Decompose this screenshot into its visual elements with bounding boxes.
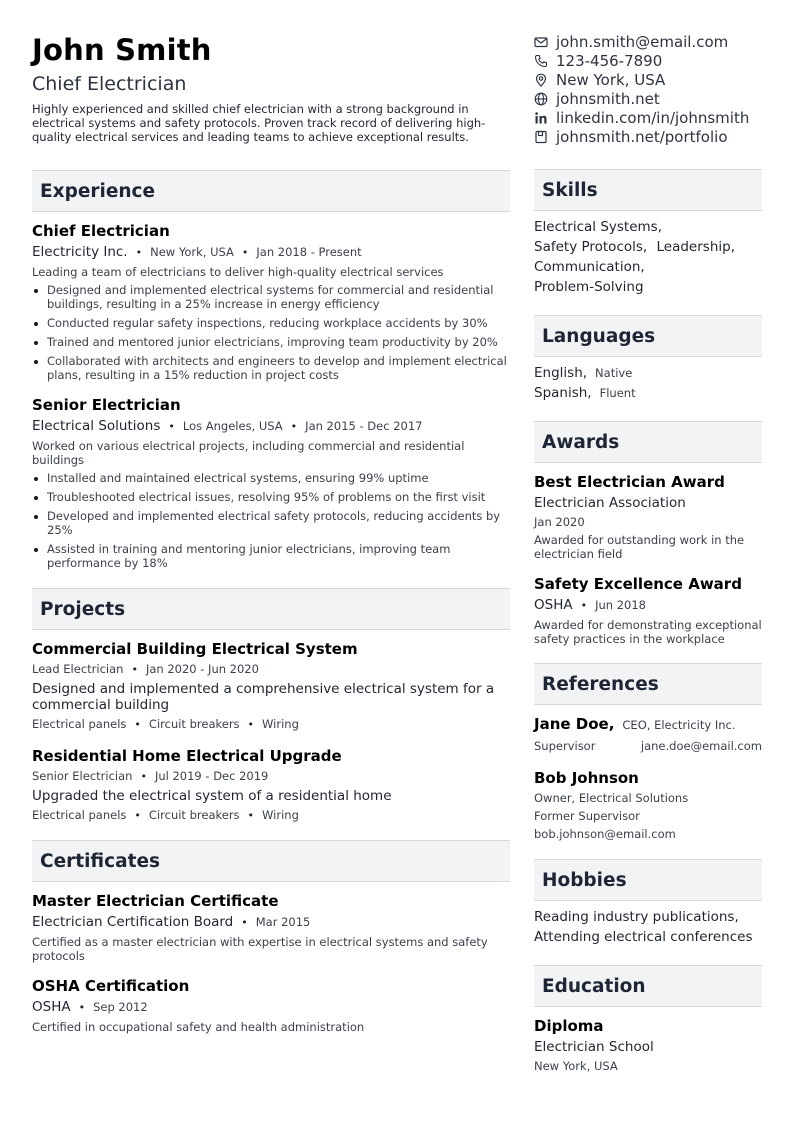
project-title: Residential Home Electrical Upgrade xyxy=(32,747,342,765)
candidate-name: John Smith xyxy=(32,33,212,67)
skills-heading: Skills xyxy=(542,179,598,201)
award-issuer: Electrician Association xyxy=(534,495,686,511)
separator-dot: • xyxy=(131,662,138,676)
contact-portfolio[interactable] xyxy=(534,127,762,146)
language-name: Spanish, xyxy=(534,385,592,401)
separator-dot: • xyxy=(247,808,255,822)
award-date: Jan 2020 xyxy=(534,515,585,529)
project-tag: Electrical panels xyxy=(32,808,127,822)
professional-summary: Highly experienced and skilled chief electrician with a strong background in electrical systems and safety protocols. Proven track record of delivering high-quality electrical services and leading teams to achieve exceptional results. xyxy=(32,102,486,144)
certificates-section xyxy=(32,840,510,1034)
project-role: Senior Electrician xyxy=(32,769,133,783)
project-entry xyxy=(32,640,510,731)
project-dates: Jul 2019 - Dec 2019 xyxy=(154,769,269,783)
phone-icon xyxy=(534,54,548,68)
project-description: Upgraded the electrical system of a residential home xyxy=(32,788,392,804)
skills-list xyxy=(534,217,762,297)
experience-entry xyxy=(32,396,510,570)
separator-dot: • xyxy=(241,915,248,929)
job-achievements xyxy=(32,471,510,570)
globe-icon xyxy=(534,92,548,106)
left-column xyxy=(32,32,510,1034)
contact-email-text: john.smith@email.com xyxy=(556,32,729,51)
hobbies-heading-bar xyxy=(534,859,762,901)
skill-item: Electrical Systems, xyxy=(534,219,663,235)
job-dates: Jan 2015 - Dec 2017 xyxy=(305,419,423,433)
achievement-item: Conducted regular safety inspections, reducing workplace accidents by 30% xyxy=(32,316,510,330)
education-heading-bar xyxy=(534,965,762,1007)
project-tags xyxy=(32,808,510,822)
achievement-item: Trained and mentored junior electricians, improving team productivity by 20% xyxy=(32,335,510,349)
certificates-heading-bar xyxy=(32,840,510,882)
project-title: Commercial Building Electrical System xyxy=(32,640,358,658)
contact-email[interactable] xyxy=(534,32,762,51)
job-meta xyxy=(32,244,510,260)
certificates-heading: Certificates xyxy=(40,850,160,872)
experience-entry xyxy=(32,222,510,382)
separator-dot: • xyxy=(247,717,255,731)
skill-row xyxy=(534,237,762,257)
contact-website-text: johnsmith.net xyxy=(556,89,660,108)
hobbies-list xyxy=(534,907,762,947)
separator-dot: • xyxy=(168,419,175,433)
reference-header xyxy=(534,715,762,733)
contact-website[interactable] xyxy=(534,89,762,108)
project-meta xyxy=(32,769,510,783)
references-heading: References xyxy=(542,673,659,695)
achievement-item: Designed and implemented electrical systems for commercial and residential buildings, resulting in a 25% increase in energy efficiency xyxy=(32,283,510,311)
awards-heading-bar xyxy=(534,421,762,463)
certificate-title: OSHA Certification xyxy=(32,977,190,995)
reference-name: Bob Johnson xyxy=(534,769,639,787)
hobbies-section xyxy=(534,859,762,947)
contact-phone-text: 123-456-7890 xyxy=(556,51,663,70)
language-level: Native xyxy=(595,366,633,380)
award-date: Jun 2018 xyxy=(595,598,646,612)
languages-list xyxy=(534,363,762,403)
reference-position: Owner, Electrical Solutions xyxy=(534,791,689,805)
separator-dot: • xyxy=(580,598,588,612)
company-name: Electricity Inc. xyxy=(32,244,128,260)
certificate-meta xyxy=(32,914,510,930)
certificate-date: Sep 2012 xyxy=(93,1000,148,1014)
hobby-item: Attending electrical conferences xyxy=(534,929,753,945)
award-description: Awarded for outstanding work in the electrician field xyxy=(534,533,745,561)
awards-section xyxy=(534,421,762,646)
achievement-item: Assisted in training and mentoring junior electricians, improving team performance by 18% xyxy=(32,542,510,570)
location-pin-icon xyxy=(534,73,548,87)
separator-dot: • xyxy=(134,717,141,731)
reference-relation: Supervisor xyxy=(534,739,596,753)
skill-item: Safety Protocols, xyxy=(534,239,648,255)
project-tag: Electrical panels xyxy=(32,717,127,731)
skill-item: Communication, xyxy=(534,259,645,275)
education-degree: Diploma xyxy=(534,1017,604,1035)
job-dates: Jan 2018 - Present xyxy=(256,245,362,259)
contact-phone[interactable] xyxy=(534,51,762,70)
reference-entry xyxy=(534,769,762,841)
references-section xyxy=(534,663,762,841)
certificate-meta xyxy=(32,999,510,1015)
reference-details xyxy=(534,739,762,753)
email-icon xyxy=(534,35,548,49)
projects-section xyxy=(32,588,510,822)
contact-list xyxy=(534,32,762,146)
reference-position: CEO, Electricity Inc. xyxy=(622,718,736,732)
certificate-description: Certified in occupational safety and health administration xyxy=(32,1020,365,1034)
job-summary: Leading a team of electricians to deliver high-quality electrical services xyxy=(32,265,444,279)
separator-dot: • xyxy=(134,808,141,822)
project-meta xyxy=(32,662,510,676)
education-location: New York, USA xyxy=(534,1059,618,1073)
languages-heading: Languages xyxy=(542,325,656,347)
project-tags xyxy=(32,717,510,731)
skill-item: Leadership, xyxy=(656,239,735,255)
job-title: Senior Electrician xyxy=(32,396,181,414)
separator-dot: • xyxy=(135,245,143,259)
certificate-issuer: Electrician Certification Board xyxy=(32,914,234,930)
achievement-item: Installed and maintained electrical systems, ensuring 99% uptime xyxy=(32,471,510,485)
education-heading: Education xyxy=(542,975,646,997)
education-entry xyxy=(534,1017,762,1073)
reference-relation: Former Supervisor xyxy=(534,809,640,823)
project-role: Lead Electrician xyxy=(32,662,124,676)
separator-dot: • xyxy=(241,245,249,259)
awards-heading: Awards xyxy=(542,431,620,453)
references-heading-bar xyxy=(534,663,762,705)
languages-heading-bar xyxy=(534,315,762,357)
separator-dot: • xyxy=(290,419,298,433)
project-entry xyxy=(32,747,510,822)
reference-email[interactable]: jane.doe@email.com xyxy=(640,739,762,753)
language-level: Fluent xyxy=(599,386,636,400)
award-issuer: OSHA xyxy=(534,597,573,613)
linkedin-icon xyxy=(534,111,548,125)
project-dates: Jan 2020 - Jun 2020 xyxy=(145,662,259,676)
award-meta xyxy=(534,597,762,613)
experience-section xyxy=(32,170,510,570)
skill-item: Problem-Solving xyxy=(534,279,644,295)
hobby-item: Reading industry publications, xyxy=(534,909,739,925)
award-title: Best Electrician Award xyxy=(534,473,725,491)
achievement-item: Developed and implemented electrical safety protocols, reducing accidents by 25% xyxy=(32,509,510,537)
certificate-entry xyxy=(32,977,510,1034)
reference-email[interactable]: bob.johnson@email.com xyxy=(534,827,676,841)
skills-section xyxy=(534,169,762,297)
company-name: Electrical Solutions xyxy=(32,418,161,434)
certificate-entry xyxy=(32,892,510,963)
right-column xyxy=(534,32,762,1073)
language-name: English, xyxy=(534,365,588,381)
contact-linkedin-text: linkedin.com/in/johnsmith xyxy=(556,108,750,127)
job-summary: Worked on various electrical projects, including commercial and residential buildings xyxy=(32,439,465,467)
projects-heading: Projects xyxy=(40,598,126,620)
portfolio-icon xyxy=(534,130,548,144)
hobbies-heading: Hobbies xyxy=(542,869,627,891)
contact-location-text: New York, USA xyxy=(556,70,666,89)
reference-name: Jane Doe, xyxy=(534,715,615,733)
certificate-description: Certified as a master electrician with expertise in electrical systems and safety protocols xyxy=(32,935,488,963)
languages-section xyxy=(534,315,762,403)
project-tag: Wiring xyxy=(262,717,299,731)
candidate-title: Chief Electrician xyxy=(32,73,187,95)
achievement-item: Troubleshooted electrical issues, resolving 95% of problems on the first visit xyxy=(32,490,510,504)
award-entry xyxy=(534,473,762,561)
projects-heading-bar xyxy=(32,588,510,630)
job-location: New York, USA xyxy=(150,245,234,259)
skills-heading-bar xyxy=(534,169,762,211)
job-meta xyxy=(32,418,510,434)
experience-heading: Experience xyxy=(40,180,156,202)
language-item xyxy=(534,363,762,383)
project-tag: Circuit breakers xyxy=(148,717,240,731)
project-description: Designed and implemented a comprehensive electrical system for a commercial building xyxy=(32,681,495,713)
certificate-date: Mar 2015 xyxy=(255,915,311,929)
award-entry xyxy=(534,575,762,646)
separator-dot: • xyxy=(140,769,147,783)
job-achievements xyxy=(32,283,510,382)
separator-dot: • xyxy=(78,1000,86,1014)
job-title: Chief Electrician xyxy=(32,222,170,240)
job-location: Los Angeles, USA xyxy=(182,419,283,433)
education-school: Electrician School xyxy=(534,1039,654,1055)
award-description: Awarded for demonstrating exceptional safety practices in the workplace xyxy=(534,618,762,646)
language-item xyxy=(534,383,762,403)
contact-location xyxy=(534,70,762,89)
project-tag: Wiring xyxy=(262,808,299,822)
project-tag: Circuit breakers xyxy=(148,808,240,822)
award-title: Safety Excellence Award xyxy=(534,575,742,593)
contact-linkedin[interactable] xyxy=(534,108,762,127)
contact-portfolio-text: johnsmith.net/portfolio xyxy=(556,127,728,146)
reference-entry xyxy=(534,715,762,753)
achievement-item: Collaborated with architects and engineers to develop and implement electrical plans, resulting in a 15% reduction in project costs xyxy=(32,354,510,382)
resume-header xyxy=(32,32,510,144)
experience-heading-bar xyxy=(32,170,510,212)
education-section xyxy=(534,965,762,1073)
certificate-issuer: OSHA xyxy=(32,999,71,1015)
certificate-title: Master Electrician Certificate xyxy=(32,892,279,910)
